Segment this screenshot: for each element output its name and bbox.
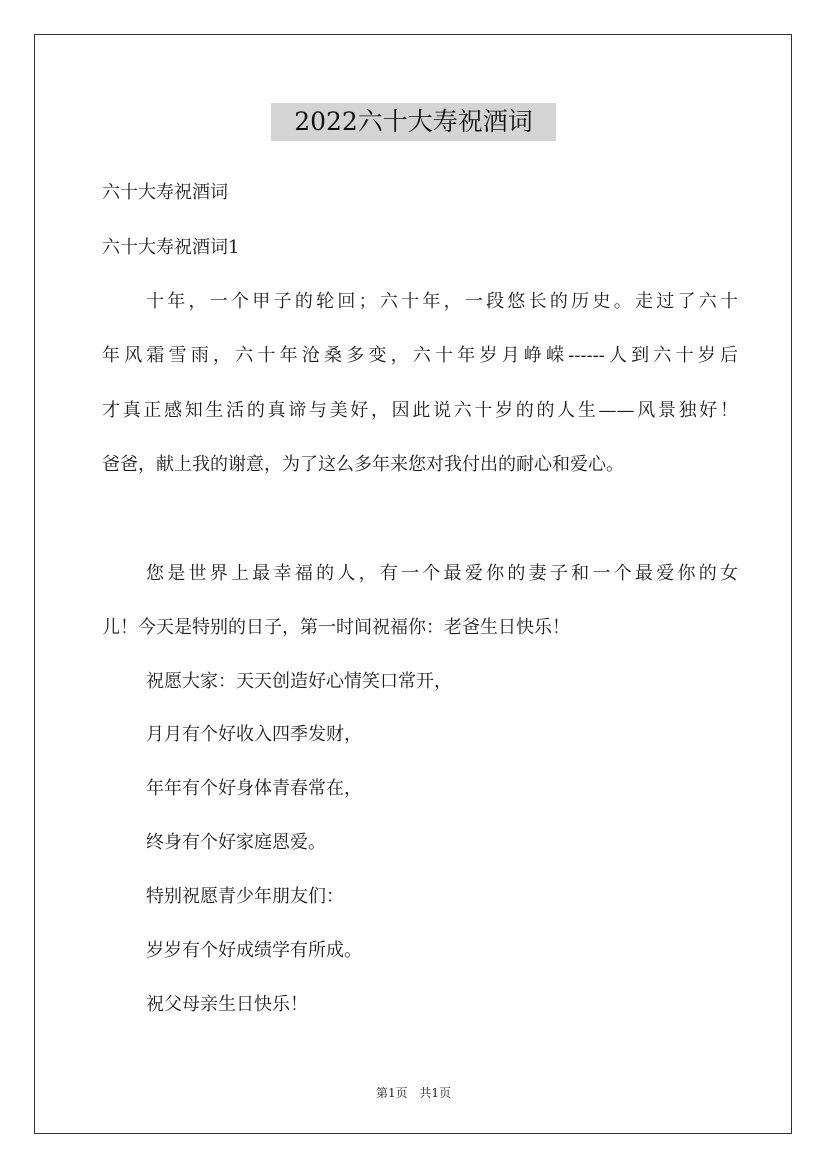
document-title: 2022六十大寿祝酒词	[271, 103, 556, 141]
blessing-line: 岁岁有个好成绩学有所成。	[146, 940, 362, 961]
blessing-line: 月月有个好收入四季发财，	[146, 724, 362, 745]
paragraph2-line1: 您是世界上最幸福的人，有一个最爱你的妻子和一个最爱你的女	[146, 563, 738, 584]
blessing-line: 祝父母亲生日快乐！	[146, 994, 308, 1015]
blessing-line: 年年有个好身体青春常在，	[146, 778, 362, 799]
paragraph2-line2: 儿！今天是特别的日子，第一时间祝福你：老爸生日快乐！	[102, 617, 570, 638]
paragraph1-line1: 十年，一个甲子的轮回；六十年，一段悠长的历史。走过了六十	[146, 291, 738, 312]
paragraph1-line3: 才真正感知生活的真谛与美好，因此说六十岁的的人生——风景独好！	[102, 400, 738, 421]
paragraph1-line2: 年风霜雪雨，六十年沧桑多变，六十年岁月峥嵘------人到六十岁后	[102, 345, 738, 366]
page-footer	[0, 1085, 827, 1101]
page-number-total: 共1页	[419, 1086, 452, 1100]
paragraph1-line4: 爸爸，献上我的谢意，为了这么多年来您对我付出的耐心和爱心。	[102, 454, 624, 475]
document-subheading: 六十大寿祝酒词1	[102, 237, 240, 258]
blessing-line: 终身有个好家庭恩爱。	[146, 832, 326, 853]
document-heading: 六十大寿祝酒词	[102, 182, 228, 203]
blessing-line: 特别祝愿青少年朋友们：	[146, 886, 344, 907]
page-number-current: 第1页	[375, 1086, 408, 1100]
blessing-line: 祝愿大家：天天创造好心情笑口常开，	[146, 671, 452, 692]
